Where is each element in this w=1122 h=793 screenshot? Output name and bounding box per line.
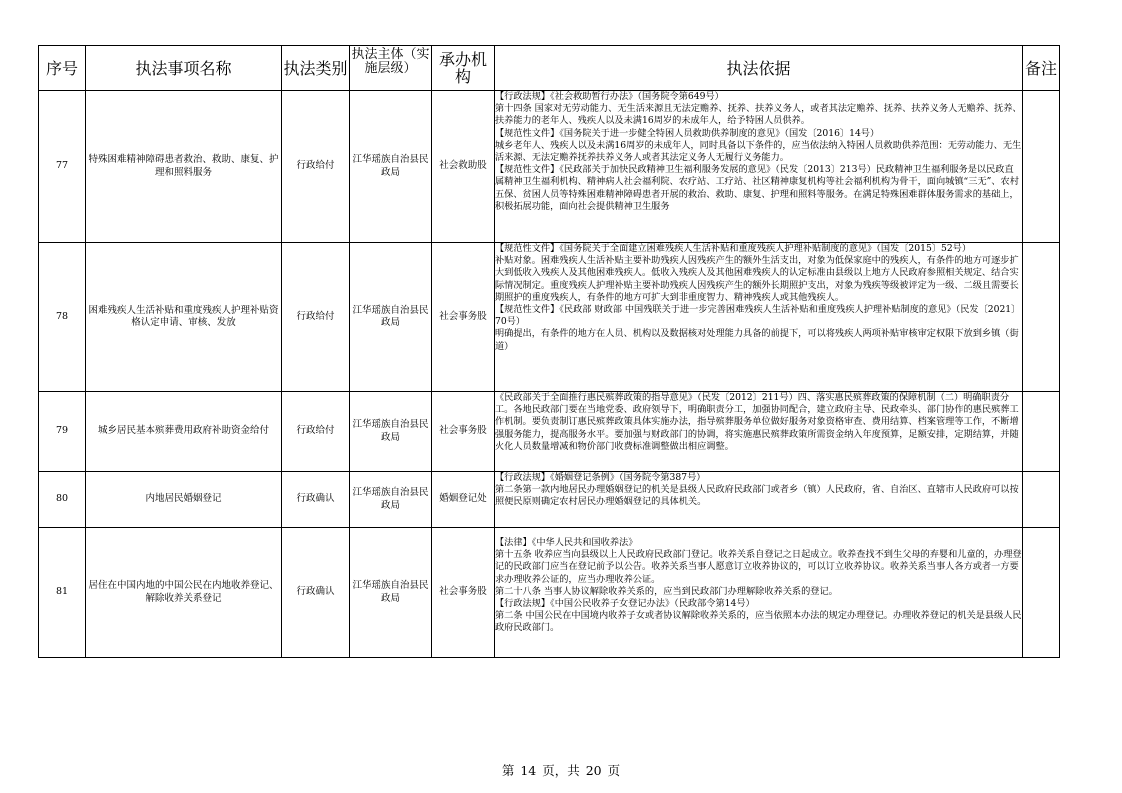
row-basis	[495, 392, 1023, 472]
row-item: 特殊困难精神障碍患者救治、救助、康复、护理和照料服务	[86, 91, 282, 243]
header-subject-text: 执法主体（实施层级）	[351, 46, 430, 76]
header-category: 执法类别	[282, 46, 350, 91]
page-footer	[0, 761, 1122, 779]
row-dept: 社会救助股	[432, 91, 495, 243]
row-basis	[495, 91, 1023, 243]
row-remark	[1023, 472, 1060, 528]
header-row	[39, 46, 1060, 91]
row-remark	[1023, 243, 1060, 392]
header-dept: 承办机构	[432, 46, 495, 91]
table-row	[39, 528, 1060, 658]
row-no: 78	[39, 243, 86, 392]
table-row	[39, 91, 1060, 243]
footer-total-pages: 20	[585, 763, 602, 778]
row-basis	[495, 243, 1023, 392]
row-item: 内地居民婚姻登记	[86, 472, 282, 528]
basis-line: 第十四条 国家对无劳动能力、无生活来源且无法定赡养、抚养、扶养义务人，或者其法定赡养、抚养、扶养义务人无赡养、抚养、扶养能力的老年人、残疾人以及未满16周岁的未成年人，给予特困人员供养。	[495, 103, 1022, 127]
row-remark	[1023, 392, 1060, 472]
basis-line: 【行政法规】《中国公民收养子女登记办法》（民政部令第14号）	[495, 598, 755, 610]
header-no: 序号	[39, 46, 86, 91]
row-no: 81	[39, 528, 86, 658]
row-no: 80	[39, 472, 86, 528]
footer-prefix: 第	[501, 763, 515, 778]
basis-line: 【行政法规】《婚姻登记条例》（国务院令第387号）	[495, 472, 706, 483]
row-item: 困难残疾人生活补贴和重度残疾人护理补贴资格认定申请、审核、发放	[86, 243, 282, 392]
row-no: 79	[39, 392, 86, 472]
basis-line: 补贴对象。困难残疾人生活补贴主要补助残疾人因残疾产生的额外生活支出，对象为低保家庭中的残疾人，有条件的地方可逐步扩大到低收入残疾人及其他困难残疾人。低收入残疾人及其他困难残疾人的认定标准由县级以上地方人民政府参照相关规定、结合实际情况制定。重度残疾人护理补贴主要补助残疾人因残疾产生的额外长期照护支出，对象为残疾等级被评定为一级、二级且需要长期照护的重度残疾人，有条件的地方可扩大到非重度智力、精神残疾人或其他残疾人。	[495, 255, 1019, 303]
row-category: 行政给付	[282, 91, 350, 243]
row-category: 行政确认	[282, 528, 350, 658]
header-item: 执法事项名称	[86, 46, 282, 91]
row-basis	[495, 528, 1023, 658]
basis-line: 城乡老年人、残疾人以及未满16周岁的未成年人，同时具备以下条件的，应当依法纳入特困人员救助供养范围：无劳动能力、无生活来源、无法定赡养抚养扶养义务人或者其法定义务人无履行义务能力。	[495, 139, 1022, 164]
row-item: 城乡居民基本殡葬费用政府补助资金给付	[86, 392, 282, 472]
basis-line: 第二十八条 当事人协议解除收养关系的，应当到民政部门办理解除收养关系的登记。	[495, 585, 838, 597]
basis-line: 【规范性文件】《国务院关于全面建立困难残疾人生活补贴和重度残疾人护理补贴制度的意见》（国发〔2015〕52号）	[495, 243, 972, 254]
row-basis	[495, 472, 1023, 528]
row-dept: 婚姻登记处	[432, 472, 495, 528]
basis-line: 【规范性文件】《民政部 财政部 中国残联关于进一步完善困难残疾人生活补贴和重度残疾人护理补贴制度的意见》（民发〔2021〕70号）	[495, 304, 1021, 328]
basis-line: 第十五条 收养应当向县级以上人民政府民政部门登记。收养关系自登记之日起成立。收养查找不到生父母的弃婴和儿童的，办理登记的民政部门应当在登记前予以公告。收养关系当事人愿意订立收养协议的，可以订立收养协议。收养关系当事人各方或者一方要求办理收养公证的，应当办理收养公证。	[495, 549, 1022, 585]
row-category: 行政确认	[282, 472, 350, 528]
header-subject	[350, 46, 432, 91]
row-no: 77	[39, 91, 86, 243]
basis-line: 《民政部关于全面推行惠民殡葬政策的指导意见》（民发〔2012〕211号）四、落实惠民殡葬政策的保障机制（二）明确职责分工。各地民政部门要在当地党委、政府领导下，明确职责分工，加强协同配合，建立政府主导、民政牵头、部门协作的惠民殡葬工作机制。要负责制订惠民殡葬政策具体实施办法，指导殡葬服务单位做好服务对象资格审查、费用结算、档案管理等工作，不断增强服务能力，提高服务水平。要加强与财政部门的协调，将实施惠民殡葬政策所需资金纳入年度预算，足额安排，定期结算，并随火化人员数量增减和物价部门收费标准调整做出相应调整。	[495, 392, 1019, 452]
basis-line: 【规范性文件】《民政部关于加快民政精神卫生福利服务发展的意见》（民发〔2013〕213号）民政精神卫生福利服务是以民政直属精神卫生福利机构、精神病人社会福利院、农疗站、工疗站、社区精神康复机构等社会福利机构为骨干，面向城镇“三无”、农村五保、贫困人员等特殊困难精神障碍患者开展的救治、救助、康复、护理和照料等服务。在满足特殊困难群体服务需求的基础上，积极拓展功能，面向社会提供精神卫生服务	[495, 164, 1019, 212]
row-remark	[1023, 91, 1060, 243]
table-row	[39, 243, 1060, 392]
table-row	[39, 392, 1060, 472]
basis-line: 明确提出，有条件的地方在人员、机构以及数据核对处理能力具备的前提下，可以将残疾人两项补贴审核审定权限下放到乡镇（街道）	[495, 328, 1019, 352]
row-dept: 社会事务股	[432, 528, 495, 658]
table-row	[39, 472, 1060, 528]
footer-suffix: 页	[607, 763, 621, 778]
row-subject: 江华瑶族自治县民政局	[350, 392, 432, 472]
basis-line: 第二条第一款内地居民办理婚姻登记的机关是县级人民政府民政部门或者乡（镇）人民政府，省、自治区、直辖市人民政府可以按照便民原则确定农村居民办理婚姻登记的具体机关。	[495, 484, 1019, 508]
row-subject: 江华瑶族自治县民政局	[350, 528, 432, 658]
row-subject: 江华瑶族自治县民政局	[350, 472, 432, 528]
row-dept: 社会事务股	[432, 392, 495, 472]
header-remark: 备注	[1023, 46, 1060, 91]
basis-line: 【规范性文件】《国务院关于进一步健全特困人员救助供养制度的意见》（国发〔2016〕14号）	[495, 127, 880, 139]
row-subject: 江华瑶族自治县民政局	[350, 91, 432, 243]
footer-page-number: 14	[520, 763, 537, 778]
footer-middle: 页，共	[542, 763, 580, 778]
row-subject: 江华瑶族自治县民政局	[350, 243, 432, 392]
row-category: 行政给付	[282, 392, 350, 472]
row-item: 居住在中国内地的中国公民在内地收养登记、解除收养关系登记	[86, 528, 282, 658]
row-remark	[1023, 528, 1060, 658]
header-basis: 执法依据	[495, 46, 1023, 91]
row-dept: 社会事务股	[432, 243, 495, 392]
row-category: 行政给付	[282, 243, 350, 392]
basis-line: 第二条 中国公民在中国境内收养子女或者协议解除收养关系的，应当依照本办法的规定办理登记。办理收养登记的机关是县级人民政府民政部门。	[495, 610, 1022, 634]
law-enforcement-table	[38, 45, 1060, 658]
basis-line: 【行政法规】《社会救助暂行办法》（国务院令第649号）	[495, 91, 724, 102]
basis-line: 【法律】《中华人民共和国收养法》	[495, 537, 638, 548]
